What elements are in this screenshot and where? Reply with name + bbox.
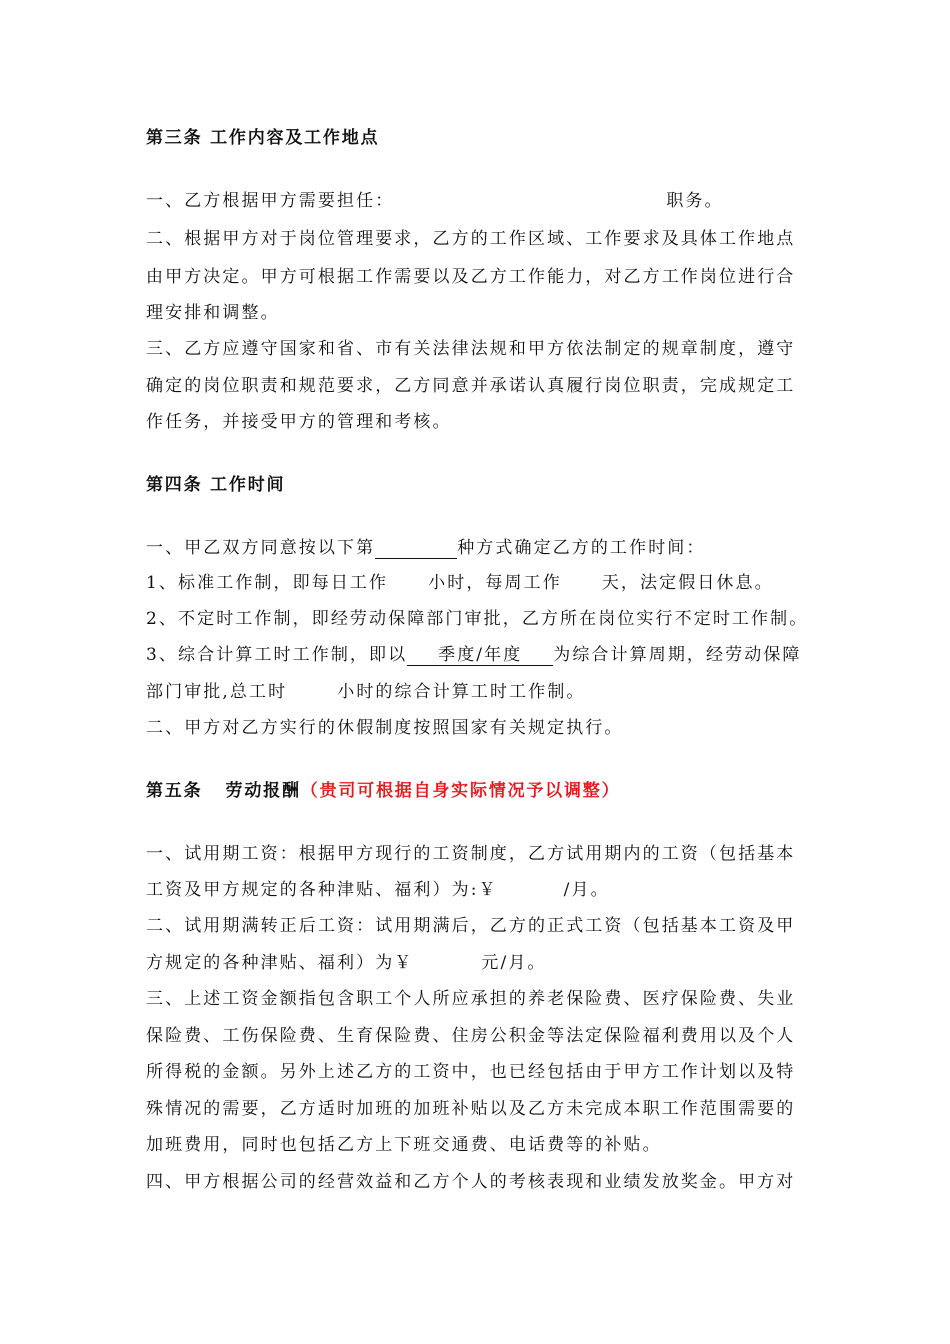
article-5-line-2: [146, 879, 816, 901]
text-segment: 方规定的各种津贴、福利）为￥: [146, 953, 414, 973]
article-5-line-6: 保险费、工伤保险费、生育保险费、住房公积金等法定保险福利费用以及个人: [146, 1026, 796, 1046]
article-4-line-2: [146, 572, 816, 594]
article-5-line-3: 二、试用期满转正后工资：试用期满后，乙方的正式工资（包括基本工资及甲: [146, 916, 796, 936]
cycle-underline: 季度/年度: [407, 645, 553, 666]
article-5-line-10: 四、甲方根据公司的经营效益和乙方个人的考核表现和业绩发放奖金。甲方对: [146, 1172, 796, 1192]
text-segment: 小时，每周工作: [428, 573, 562, 593]
blank-underline: [375, 538, 457, 559]
article-3-line-3: 由甲方决定。甲方可根据工作需要以及乙方工作能力，对乙方工作岗位进行合: [146, 267, 796, 287]
article-5-line-5: 三、上述工资金额指包含职工个人所应承担的养老保险费、医疗保险费、失业: [146, 989, 796, 1009]
text-segment: 为综合计算周期，经劳动保障: [553, 645, 802, 665]
article-3-line-1: [146, 190, 816, 212]
text-segment: 天，法定假日休息。: [601, 573, 774, 593]
article-3-heading: 第三条 工作内容及工作地点: [146, 128, 380, 148]
text-segment: /月。: [563, 880, 610, 900]
text-segment: 部门审批,总工时: [146, 682, 288, 702]
heading-text: 第五条 劳动报酬: [146, 781, 301, 801]
article-4-heading: 第四条 工作时间: [146, 475, 286, 495]
text-segment: 1、标准工作制，即每日工作: [146, 573, 389, 593]
text-segment: 一、甲乙双方同意按以下第: [146, 538, 376, 558]
text-segment: 元/月。: [481, 953, 547, 973]
article-3-line-4: 理安排和调整。: [146, 303, 280, 323]
text-segment: 工资及甲方规定的各种津贴、福利）为:￥: [146, 880, 498, 900]
article-5-heading: [146, 780, 816, 802]
article-4-line-4: [146, 644, 816, 666]
text-segment: 职务。: [666, 191, 724, 211]
article-5-line-1: 一、试用期工资：根据甲方现行的工资制度，乙方试用期内的工资（包括基本: [146, 844, 796, 864]
text-segment: 种方式确定乙方的工作时间：: [457, 538, 706, 558]
text-segment: 一、乙方根据甲方需要担任：: [146, 191, 395, 211]
heading-note: （贵司可根据自身实际情况予以调整）: [300, 781, 621, 801]
text-segment: 3、综合计算工时工作制，即以: [146, 645, 408, 665]
article-5-line-9: 加班费用，同时也包括乙方上下班交通费、电话费等的补贴。: [146, 1135, 662, 1155]
text-segment: 小时的综合计算工时工作制。: [337, 682, 586, 702]
article-3-line-2: 二、根据甲方对于岗位管理要求，乙方的工作区域、工作要求及具体工作地点: [146, 229, 796, 249]
article-4-line-5: [146, 681, 816, 703]
article-5-line-7: 所得税的金额。另外上述乙方的工资中，也已经包括由于甲方工作计划以及特: [146, 1062, 796, 1082]
article-3-line-5: 三、乙方应遵守国家和省、市有关法律法规和甲方依法制定的规章制度，遵守: [146, 339, 796, 359]
article-4-line-6: 二、甲方对乙方实行的休假制度按照国家有关规定执行。: [146, 718, 624, 738]
article-5-line-8: 殊情况的需要，乙方适时加班的加班补贴以及乙方未完成本职工作范围需要的: [146, 1099, 796, 1119]
article-4-line-1: [146, 537, 816, 559]
article-3-line-6: 确定的岗位职责和规范要求，乙方同意并承诺认真履行岗位职责，完成规定工: [146, 376, 796, 396]
article-4-line-3: 2、不定时工作制，即经劳动保障部门审批，乙方所在岗位实行不定时工作制。: [146, 609, 809, 629]
article-3-line-7: 作任务，并接受甲方的管理和考核。: [146, 412, 452, 432]
article-5-line-4: [146, 952, 816, 974]
